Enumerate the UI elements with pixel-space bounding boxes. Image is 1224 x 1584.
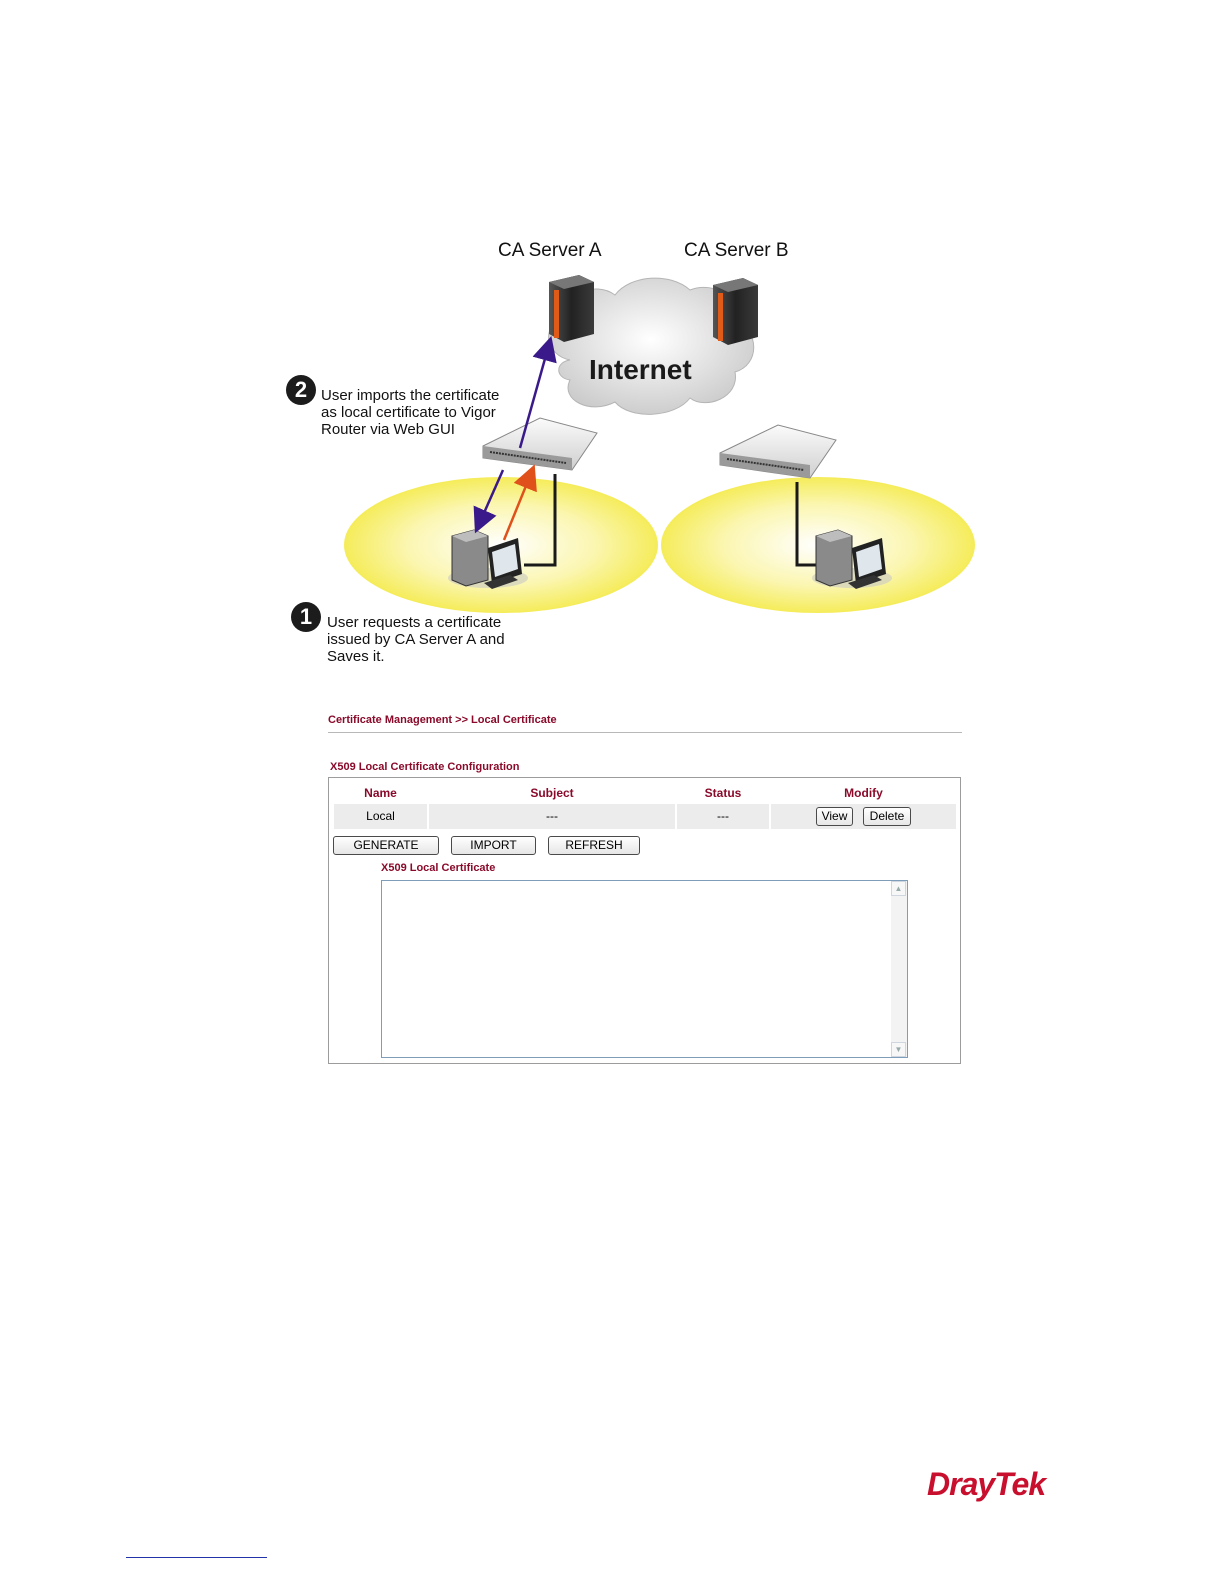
ca-server-a-icon	[549, 275, 594, 342]
step-1-badge: 1	[291, 602, 321, 632]
ca-server-b-icon	[713, 278, 758, 345]
step-2-badge: 2	[286, 375, 316, 405]
header-status: Status	[704, 786, 742, 800]
vigor-router-b-icon	[720, 425, 836, 478]
breadcrumb-divider	[328, 732, 962, 733]
breadcrumb: Certificate Management >> Local Certificate	[328, 714, 557, 726]
draytek-logo: DrayTek	[927, 1466, 1046, 1502]
refresh-button[interactable]: REFRESH	[548, 836, 640, 855]
step-2-text: User imports the certificate as local certificate to Vigor Router via Web GUI	[321, 387, 500, 438]
section-title: X509 Local Certificate Configuration	[330, 761, 520, 773]
cell-subject: ---	[429, 804, 675, 829]
scroll-down-icon[interactable]: ▼	[891, 1042, 906, 1057]
generate-button[interactable]: GENERATE	[333, 836, 439, 855]
pc-a-icon	[448, 530, 528, 589]
footer-link-underline	[126, 1557, 267, 1558]
certificate-textarea-label: X509 Local Certificate	[381, 862, 496, 874]
pc-b-icon	[812, 530, 892, 589]
ca-server-a-label: CA Server A	[498, 240, 602, 261]
step-1-text: User requests a certificate issued by CA Server A and Saves it.	[327, 614, 505, 665]
header-name: Name	[364, 786, 397, 800]
textarea-scrollbar[interactable]	[891, 881, 907, 1057]
delete-button[interactable]: Delete	[863, 807, 911, 826]
certificate-textarea[interactable]	[381, 880, 908, 1058]
header-subject: Subject	[530, 786, 574, 800]
import-button[interactable]: IMPORT	[451, 836, 536, 855]
internet-label: Internet	[589, 354, 692, 385]
scroll-up-icon[interactable]: ▲	[891, 881, 906, 896]
header-modify: Modify	[844, 786, 883, 800]
cell-status: ---	[677, 804, 769, 829]
ca-server-b-label: CA Server B	[684, 240, 789, 261]
cell-name: Local	[334, 804, 427, 829]
view-button[interactable]: View	[816, 807, 853, 826]
vigor-router-a-icon	[483, 418, 597, 470]
network-diagram	[0, 0, 1224, 700]
